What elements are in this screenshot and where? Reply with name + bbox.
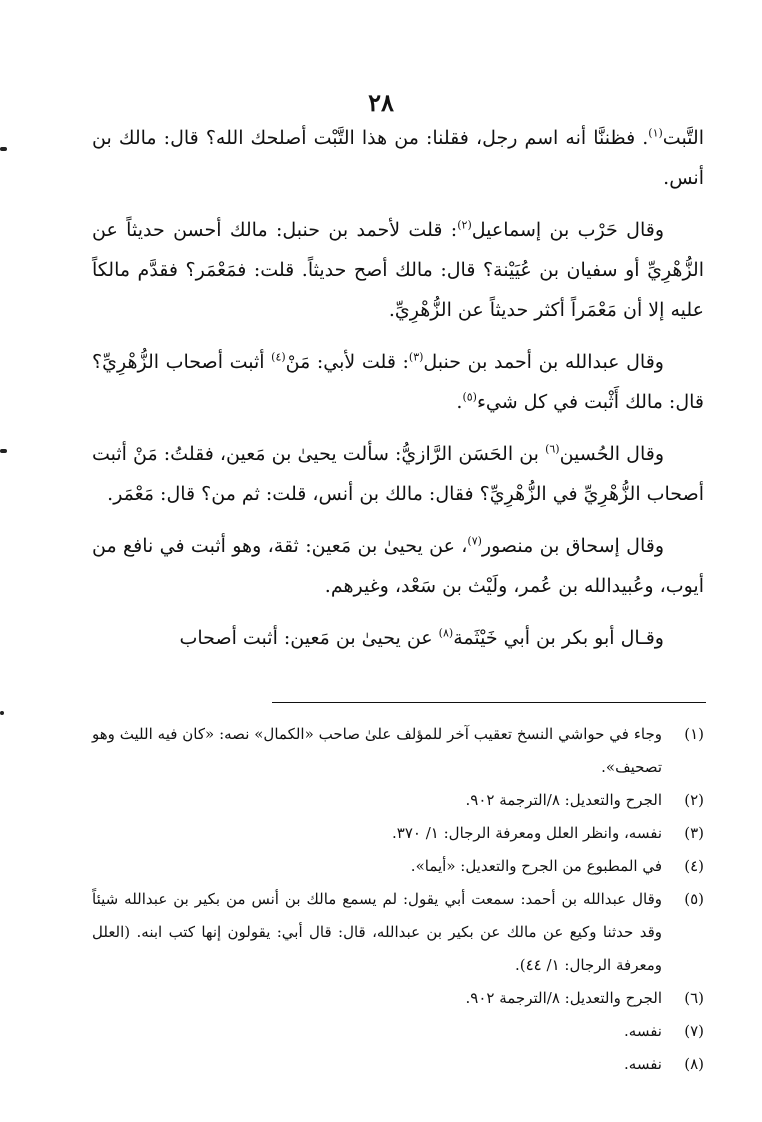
footnote-text: وقال عبدالله بن أحمد: سمعت أبي يقول: لم يسمع مالك بن أنس من بكير بن عبدالله شيئاً وقد حدثنا وكيع عن مالك عن بكير بن عبدالله، قال: قال أبي: يقولون إنها كتب ابنه. (العلل ومعرفة الرجال: ١/ ٤٤). <box>92 890 662 974</box>
page-number: ٢٨ <box>368 88 394 117</box>
footnote-text: نفسه، وانظر العلل ومعرفة الرجال: ١/ ٣٧٠. <box>392 824 662 842</box>
text-run: ، عن يحيىٰ بن مَعين: ثقة، وهو أثبت في نافع من أيوب، وعُبيدالله بن عُمر، ولَيْث بن سَعْد، وغيرهم. <box>92 535 704 597</box>
paragraph <box>92 210 704 330</box>
text-run: . فظننَّا أنه اسم رجل، فقلنا: من هذا التَّبْت أصلحك الله؟ قال: مالك بن أنس. <box>92 127 704 189</box>
text-run: . <box>456 391 463 413</box>
scan-edge-mark <box>0 147 7 151</box>
footnote-text: نفسه. <box>624 1022 662 1040</box>
footnote-number: (٧) <box>684 1022 704 1040</box>
text-run: وقال حَرْب بن إسماعيل <box>471 219 664 241</box>
text-run: التَّبت <box>662 127 704 149</box>
scan-edge-mark <box>0 449 7 453</box>
footnote-text: وجاء في حواشي النسخ تعقيب آخر للمؤلف علىٰ صاحب «الكمال» نصه: «كان فيه الليث وهو تصحيف». <box>92 725 662 776</box>
footnote-text: الجرح والتعديل: ٨/الترجمة ٩٠٢. <box>465 791 662 809</box>
text-run: وقـال أبو بكر بن أبي خَيْثَمة <box>453 627 664 649</box>
footnote-text: في المطبوع من الجرح والتعديل: «أيما». <box>410 857 662 875</box>
footnote-number: (٥) <box>684 890 704 908</box>
text-run: وقال عبدالله بن أحمد بن حنبل <box>423 351 664 373</box>
footnote-number: (٤) <box>684 857 704 875</box>
footnote-ref: (٦) <box>545 442 560 456</box>
text-run: وقال الحُسين <box>559 443 665 465</box>
paragraph <box>92 434 704 514</box>
footnote-text: نفسه. <box>624 1055 662 1073</box>
footnote-text: الجرح والتعديل: ٨/الترجمة ٩٠٢. <box>465 989 662 1007</box>
footnotes <box>92 718 704 1081</box>
paragraph <box>92 526 704 606</box>
paragraph <box>92 618 704 658</box>
footnote-number: (٨) <box>684 1055 704 1073</box>
footnote-ref: (٨) <box>438 626 454 640</box>
paragraph <box>92 342 704 422</box>
footnote-number: (٦) <box>684 989 704 1007</box>
footnote-ref: (٣) <box>408 350 424 364</box>
footnote <box>92 817 704 850</box>
main-text <box>92 118 704 670</box>
paragraph <box>92 118 704 198</box>
footnote <box>92 718 704 784</box>
footnote-number: (٢) <box>684 791 704 809</box>
footnote <box>92 982 704 1015</box>
footnote <box>92 1015 704 1048</box>
footnote-ref: (٤) <box>271 350 286 364</box>
text-run: عن يحيىٰ بن مَعين: أثبت أصحاب <box>179 627 439 649</box>
footnote-ref: (٧) <box>467 534 482 548</box>
footnote-ref: (١) <box>648 126 663 140</box>
text-run: أثبت أصحاب الزُّهْرِيِّ؟ قال: مالك أَثْبت في كل شيء <box>92 351 704 413</box>
text-run: بن الحَسَن الرَّازيُّ: سألت يحيىٰ بن مَعين، فقلتُ: مَنْ أثبت أصحاب الزُّهْرِيِّ في الزُّهْرِيِّ؟ فقال: مالك بن أنس، قلت: ثم من؟ قال: مَعْمَر. <box>92 443 704 505</box>
scan-edge-mark <box>0 711 4 715</box>
footnote <box>92 883 704 982</box>
footnote <box>92 784 704 817</box>
footnote <box>92 850 704 883</box>
text-run: : قلت لأبي: مَنْ <box>285 351 409 373</box>
text-run: : قلت لأحمد بن حنبل: مالك أحسن حديثاً عن الزُّهْرِيِّ أو سفيان بن عُيَيْنة؟ قال: مالك أصح حديثاً. قلت: فمَعْمَر؟ فقدَّم مالكاً عليه إلا أن مَعْمَراً أكثر حديثاً عن الزُّهْرِيِّ. <box>92 219 704 321</box>
footnote-ref: (٢) <box>457 218 472 232</box>
footnote-ref: (٥) <box>462 390 477 404</box>
footnote-number: (٣) <box>684 824 704 842</box>
footnote-number: (١) <box>684 725 704 743</box>
footnote <box>92 1048 704 1081</box>
text-run: وقال إسحاق بن منصور <box>481 535 664 557</box>
footnote-separator <box>272 702 706 703</box>
